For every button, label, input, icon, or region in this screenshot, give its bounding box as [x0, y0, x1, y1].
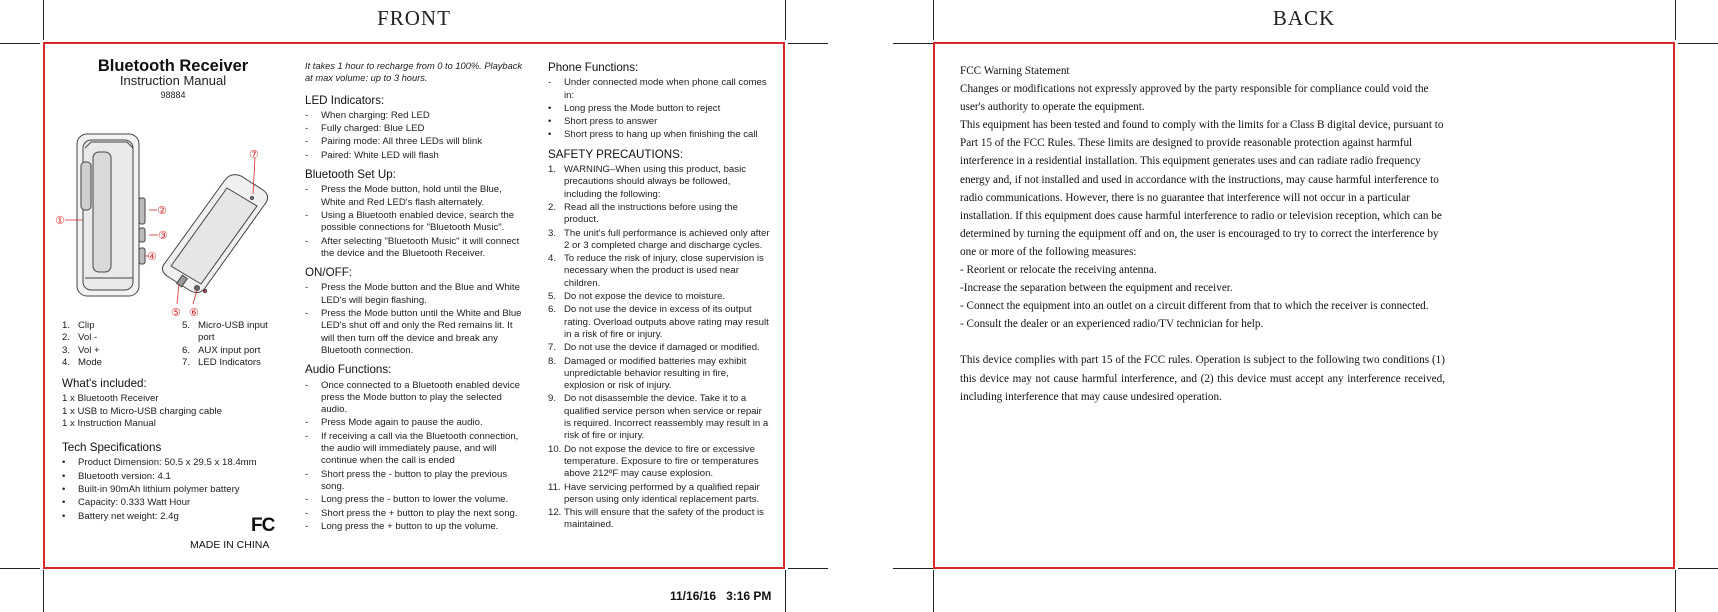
- callout-5: ⑤: [171, 306, 181, 318]
- model-number: 98884: [160, 89, 186, 100]
- onoff-heading: ON/OFF:: [305, 266, 353, 280]
- led-list: [305, 110, 525, 162]
- audio-heading: Audio Functions:: [305, 363, 392, 377]
- tech-heading: Tech Specifications: [62, 441, 162, 455]
- device-side-view: [77, 134, 145, 296]
- crop-mark: [43, 570, 44, 612]
- fcc-measure: - Reorient or relocate the receiving antenna.: [960, 264, 1157, 277]
- led-item: - Paired: White LED will flash: [305, 149, 439, 161]
- print-date: 11/16/16: [670, 589, 717, 603]
- front-panel-title: FRONT: [377, 6, 451, 30]
- part-item: 1. Clip: [62, 320, 95, 331]
- phone-item: • Short press to answer: [548, 116, 658, 128]
- recharge-note: It takes 1 hour to recharge from 0 to 100%. Playback at max volume: up to 3 hours.: [305, 61, 523, 84]
- phone-item: • Long press the Mode button to reject: [548, 102, 721, 114]
- front-column-2: [305, 60, 525, 534]
- tech-item: • Built-in 90mAh lithium polymer battery: [62, 484, 240, 496]
- phone-item: - Under connected mode when phone call comes in:: [548, 77, 767, 101]
- setup-heading: Bluetooth Set Up:: [305, 168, 396, 182]
- callout-7: ⑦: [249, 148, 259, 161]
- part-item: 7. LED Indicators: [182, 356, 261, 368]
- fcc-paragraph: This equipment has been tested and found to comply with the limits for a Class B digital device, pursuant to Part 15 of the FCC Rules. These limits are designed to provide reasonable protection against harmful interference in a residential installation. This equipment generates uses and can radiate radio frequency energy and, if not installed and used in accordance with the instructions, may cause harmful interference to radio communications. However, there is no guarantee that interference will not occur in a particular installation. If this equipment does cause harmful interference to radio or television reception, which can be determined by turning the equipment off and on, the user is encouraged to try to correct the interference by one or more of the following measures:: [960, 119, 1444, 258]
- led-item: - Fully charged: Blue LED: [305, 123, 425, 135]
- safety-item: 9. Do not disassemble the device. Take it to a qualified service person when service or repair is required. Incorrect reassembly may result in a risk of fire or injury.: [548, 393, 769, 442]
- tech-item: • Capacity: 0.333 Watt Hour: [62, 497, 191, 509]
- safety-item: 10. Do not expose the device to fire or excessive temperature. Exposure to fire or temperatures above 212ºF may cause explosion.: [548, 443, 759, 480]
- audio-item: - Long press the + button to up the volume.: [305, 520, 499, 532]
- front-column-3: [548, 60, 770, 533]
- fcc-measure: - Connect the equipment into an outlet on a circuit different from that to which the receiver is connected.: [960, 300, 1429, 313]
- crop-mark: [1678, 43, 1718, 44]
- setup-list: [305, 184, 525, 260]
- setup-item: - Using a Bluetooth enabled device, search the possible connections for "Bluetooth Music".: [305, 209, 515, 234]
- crop-mark: [788, 568, 828, 569]
- print-time: 3:16 PM: [726, 589, 772, 603]
- callout-6: ⑥: [189, 306, 199, 318]
- part-item: 2. Vol -: [62, 332, 98, 344]
- safety-item: 6. Do not use the device in excess of its output rating. Overload outputs above rating may result in a risk of fire or injury.: [548, 304, 769, 340]
- included-item: 1 x Instruction Manual: [62, 417, 156, 429]
- safety-item: 8. Damaged or modified batteries may exhibit unpredictable behavior resulting in fire, explosion or risk of injury.: [548, 355, 747, 392]
- led-heading: LED Indicators:: [305, 93, 385, 107]
- fcc-compliance: This device complies with part 15 of the FCC rules. Operation is subject to the following two conditions (1) this device may not cause harmful interference, and (2) this device must accept any interference received, including interference that may cause undesired operation.: [960, 354, 1445, 403]
- crop-mark: [933, 570, 934, 612]
- fcc-measure: - Consult the dealer or an experienced radio/TV technician for help.: [960, 318, 1264, 331]
- audio-item: - Once connected to a Bluetooth enabled device press the Mode button to play the selected audio.: [305, 379, 520, 416]
- callout-4: ④: [147, 250, 157, 263]
- back-panel-title: BACK: [1272, 6, 1336, 30]
- crop-mark: [788, 43, 828, 44]
- parts-list-left: [62, 320, 172, 369]
- audio-item: - Press Mode again to pause the audio.: [305, 417, 483, 429]
- safety-item: 3. The unit's full performance is achieved only after 2 or 3 completed charge and discharge cycles.: [548, 227, 770, 251]
- onoff-item: - Press the Mode button and the Blue and White LED's will begin flashing.: [305, 282, 520, 306]
- safety-list: [548, 164, 770, 532]
- tech-item: • Bluetooth version: 4.1: [62, 470, 171, 482]
- onoff-list: [305, 282, 525, 357]
- part-item: 5. Micro-USB input port: [182, 320, 268, 344]
- device-angled-view: [162, 175, 267, 293]
- callout-2: ②: [157, 204, 167, 217]
- document-title: Bluetooth Receiver: [97, 57, 249, 75]
- safety-heading: SAFETY PRECAUTIONS:: [548, 147, 684, 161]
- parts-list-right: [182, 320, 278, 369]
- crop-mark: [785, 570, 786, 612]
- front-column-1: [62, 57, 284, 101]
- callout-1: ①: [55, 214, 65, 227]
- audio-list: [305, 380, 525, 534]
- safety-item: 5. Do not expose the device to moisture.: [548, 291, 726, 303]
- part-item: 6. AUX input port: [182, 344, 261, 356]
- phone-heading: Phone Functions:: [548, 61, 639, 74]
- fcc-measure: -Increase the separation between the equipment and receiver.: [960, 282, 1233, 295]
- setup-item: - After selecting "Bluetooth Music" it will connect the device and the Bluetooth Receiver.: [305, 235, 520, 259]
- tech-list: [62, 457, 287, 522]
- audio-item: - Short press the - button to play the previous song.: [305, 468, 508, 492]
- included-heading: What's included:: [62, 377, 147, 390]
- crop-mark: [1675, 570, 1676, 612]
- included-section: [62, 372, 287, 524]
- crop-mark: [0, 43, 40, 44]
- safety-item: 1. WARNING–When using this product, basic precautions should always be followed, including the following:: [548, 164, 746, 200]
- device-illustration: [55, 128, 275, 318]
- fcc-logo: FC: [251, 515, 275, 536]
- included-item: 1 x USB to Micro-USB charging cable: [62, 405, 222, 417]
- audio-item: - Long press the - button to lower the volume.: [305, 494, 509, 506]
- phone-list: [548, 77, 770, 141]
- safety-item: 12. This will ensure that the safety of the product is maintained.: [548, 507, 764, 531]
- fcc-statement: [960, 62, 1445, 406]
- safety-item: 4. To reduce the risk of injury, close supervision is necessary when the product is used near children.: [548, 253, 764, 289]
- callout-3: ③: [158, 229, 168, 242]
- part-item: 4. Mode: [62, 356, 102, 368]
- crop-mark: [0, 568, 40, 569]
- crop-mark: [1678, 568, 1718, 569]
- included-item: 1 x Bluetooth Receiver: [62, 393, 159, 405]
- tech-item: • Battery net weight: 2.4g: [62, 510, 179, 522]
- document-subtitle: Instruction Manual: [119, 73, 227, 89]
- onoff-item: - Press the Mode button until the White and Blue LED's shut off and only the Red remains lit. It will then turn off the device and break any Bluetooth connection.: [305, 308, 522, 356]
- setup-item: - Press the Mode button, hold until the Blue, White and Red LED's flash alternately.: [305, 184, 502, 208]
- fcc-paragraph: Changes or modifications not expressly approved by the party responsible for compliance could void the user's authority to operate the equipment.: [960, 83, 1429, 114]
- made-in-label: MADE IN CHINA: [190, 539, 270, 551]
- safety-item: 11. Have servicing performed by a qualified repair person using only identical replacement parts.: [548, 481, 760, 505]
- fcc-heading: FCC Warning Statement: [960, 65, 1070, 77]
- safety-item: 2. Read all the instructions before using the product.: [548, 201, 738, 226]
- print-timestamp: [670, 589, 771, 603]
- led-item: - Pairing mode: All three LEDs will blink: [305, 136, 483, 148]
- led-item: - When charging: Red LED: [305, 109, 430, 121]
- tech-item: • Product Dimension: 50.5 x 29.5 x 18.4mm: [62, 457, 257, 469]
- crop-mark: [893, 43, 933, 44]
- crop-mark: [785, 0, 786, 40]
- audio-item: - Short press the + button to play the next song.: [305, 507, 518, 519]
- audio-item: - If receiving a call via the Bluetooth connection, the audio will immediately pause, and will continue when the call is ended: [305, 430, 519, 467]
- crop-mark: [893, 568, 933, 569]
- part-item: 3. Vol +: [62, 344, 100, 356]
- crop-mark: [1675, 0, 1676, 40]
- safety-item: 7. Do not use the device if damaged or modified.: [548, 342, 760, 354]
- phone-item: • Short press to hang up when finishing the call: [548, 129, 758, 141]
